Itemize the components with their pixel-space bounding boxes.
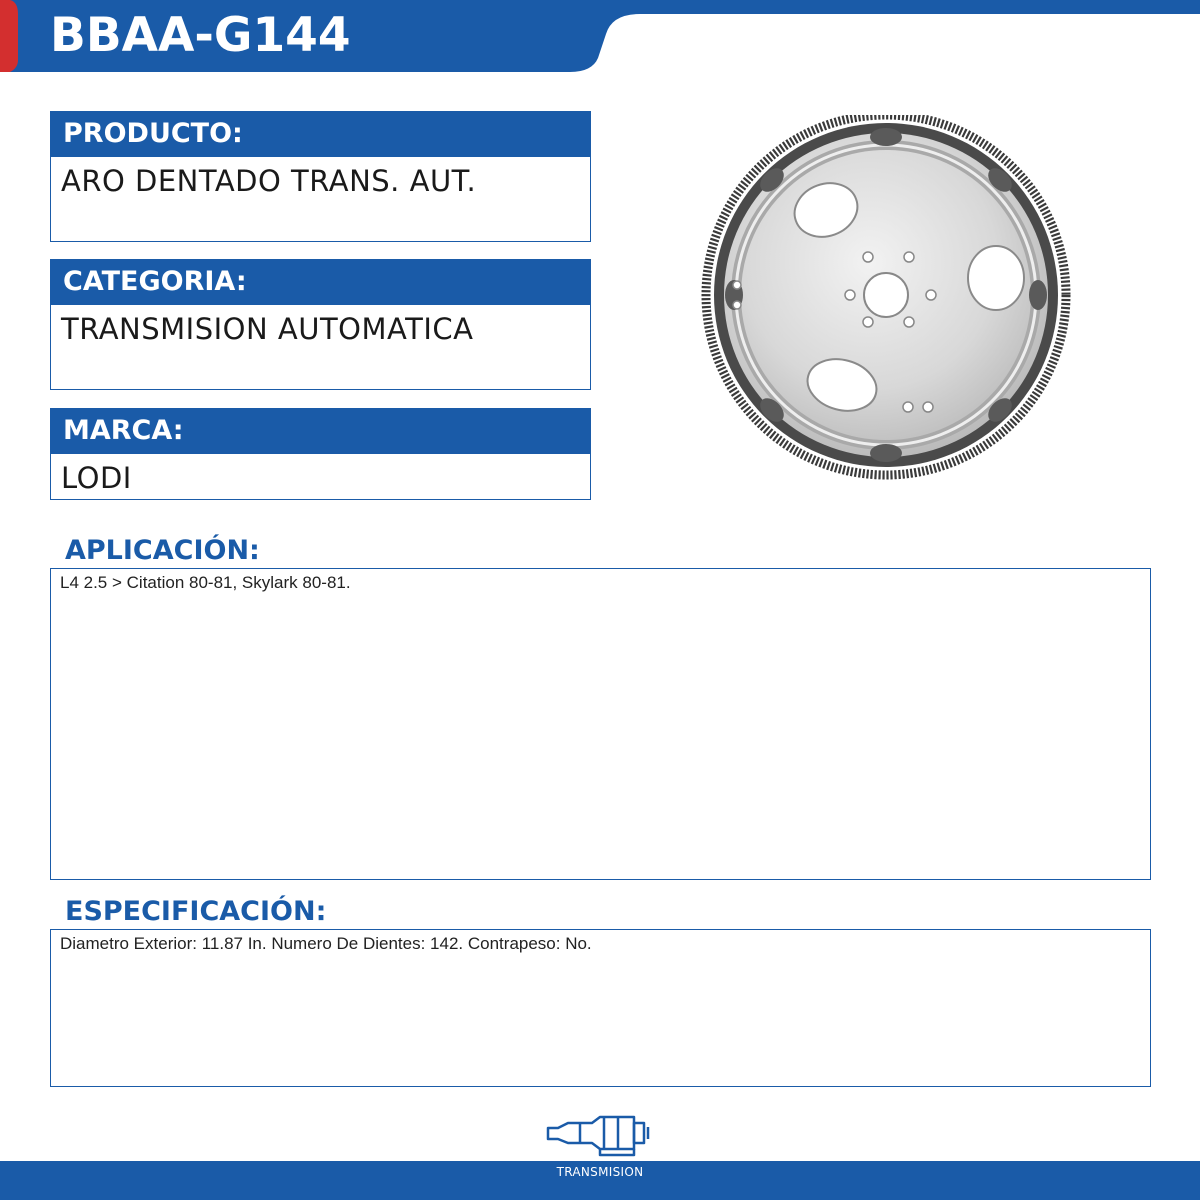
producto-value: ARO DENTADO TRANS. AUT. [61,164,477,198]
aplicacion-text: L4 2.5 > Citation 80-81, Skylark 80-81. [60,573,351,592]
producto-label: PRODUCTO: [63,118,243,149]
categoria-value-box [50,305,591,390]
flexplate-ring-gear-image [700,115,1075,480]
especificacion-box [50,929,1151,1087]
aplicacion-heading: APLICACIÓN: [65,535,260,566]
producto-value-box [50,157,591,242]
marca-value-box [50,454,591,500]
categoria-value: TRANSMISION AUTOMATICA [61,312,474,346]
categoria-label: CATEGORIA: [63,266,247,297]
aplicacion-box [50,568,1151,880]
especificacion-text: Diametro Exterior: 11.87 In. Numero De Dientes: 142. Contrapeso: No. [60,934,592,953]
product-code-title: BBAA-G144 [50,8,351,63]
marca-label: MARCA: [63,415,184,446]
marca-label-bar [50,408,591,454]
producto-label-bar [50,111,591,157]
categoria-label-bar [50,259,591,305]
especificacion-heading: ESPECIFICACIÓN: [65,896,327,927]
footer-category-label: TRANSMISION [556,1165,644,1179]
marca-value: LODI [61,461,132,495]
footer-category-badge [530,1103,670,1200]
